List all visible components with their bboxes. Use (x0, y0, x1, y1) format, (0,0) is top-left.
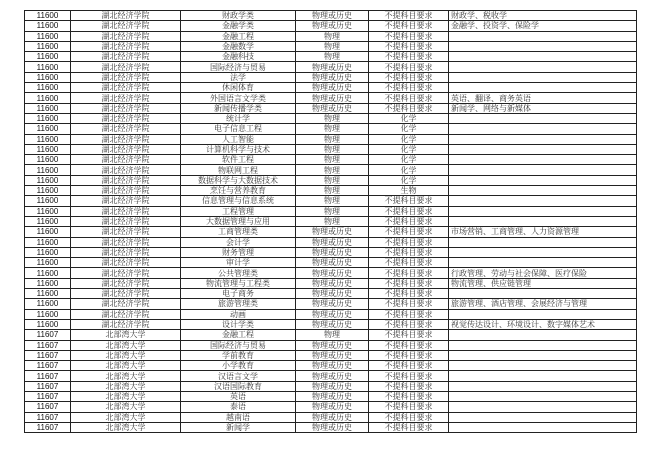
included-majors-cell (449, 381, 637, 391)
table-row (25, 103, 637, 113)
school-name-cell: 湖北经济学院 (71, 31, 181, 41)
table-row (25, 83, 637, 93)
school-code-cell: 11607 (25, 350, 71, 360)
table-row (25, 144, 637, 154)
school-name-cell: 湖北经济学院 (71, 289, 181, 299)
school-code-cell: 11607 (25, 402, 71, 412)
second-subject-cell: 化学 (369, 155, 449, 165)
included-majors-cell (449, 83, 637, 93)
school-code-cell: 11607 (25, 422, 71, 432)
school-name-cell: 北部湾大学 (71, 340, 181, 350)
table-row (25, 52, 637, 62)
included-majors-cell (449, 412, 637, 422)
school-name-cell: 湖北经济学院 (71, 52, 181, 62)
second-subject-cell: 不提科目要求 (369, 340, 449, 350)
major-name-cell: 大数据管理与应用 (181, 216, 296, 226)
school-code-cell: 11600 (25, 11, 71, 21)
school-name-cell: 北部湾大学 (71, 350, 181, 360)
second-subject-cell: 不提科目要求 (369, 402, 449, 412)
major-name-cell: 金融工程 (181, 330, 296, 340)
major-name-cell: 工商管理类 (181, 227, 296, 237)
second-subject-cell: 不提科目要求 (369, 361, 449, 371)
major-name-cell: 电子商务 (181, 289, 296, 299)
second-subject-cell: 化学 (369, 134, 449, 144)
first-subject-cell: 物理或历史 (296, 319, 369, 329)
table-row (25, 402, 637, 412)
school-code-cell: 11600 (25, 113, 71, 123)
major-name-cell: 汉语言文学 (181, 371, 296, 381)
major-name-cell: 烹饪与营养教育 (181, 186, 296, 196)
table-row (25, 268, 637, 278)
table-row (25, 247, 637, 257)
first-subject-cell: 物理 (296, 41, 369, 51)
major-name-cell: 金融学类 (181, 21, 296, 31)
first-subject-cell: 物理或历史 (296, 299, 369, 309)
second-subject-cell: 不提科目要求 (369, 11, 449, 21)
included-majors-cell: 财政学、税收学 (449, 11, 637, 21)
first-subject-cell: 物理或历史 (296, 361, 369, 371)
school-code-cell: 11600 (25, 83, 71, 93)
first-subject-cell: 物理或历史 (296, 21, 369, 31)
table-row (25, 299, 637, 309)
major-name-cell: 金融数学 (181, 41, 296, 51)
school-name-cell: 湖北经济学院 (71, 41, 181, 51)
table-row (25, 309, 637, 319)
first-subject-cell: 物理或历史 (296, 247, 369, 257)
included-majors-cell (449, 340, 637, 350)
included-majors-cell: 旅游管理、酒店管理、会展经济与管理 (449, 299, 637, 309)
major-name-cell: 小学教育 (181, 361, 296, 371)
school-name-cell: 湖北经济学院 (71, 103, 181, 113)
table-row (25, 350, 637, 360)
second-subject-cell: 不提科目要求 (369, 330, 449, 340)
major-name-cell: 休闲体育 (181, 83, 296, 93)
table-row (25, 422, 637, 432)
major-name-cell: 会计学 (181, 237, 296, 247)
table-row (25, 134, 637, 144)
included-majors-cell (449, 124, 637, 134)
first-subject-cell: 物理或历史 (296, 391, 369, 401)
school-name-cell: 湖北经济学院 (71, 134, 181, 144)
table-row (25, 289, 637, 299)
school-name-cell: 湖北经济学院 (71, 216, 181, 226)
school-name-cell: 湖北经济学院 (71, 83, 181, 93)
major-name-cell: 计算机科学与技术 (181, 144, 296, 154)
second-subject-cell: 不提科目要求 (369, 196, 449, 206)
admission-subject-table (24, 10, 637, 433)
second-subject-cell: 不提科目要求 (369, 289, 449, 299)
school-code-cell: 11600 (25, 103, 71, 113)
second-subject-cell: 不提科目要求 (369, 422, 449, 432)
major-name-cell: 软件工程 (181, 155, 296, 165)
included-majors-cell (449, 350, 637, 360)
school-name-cell: 北部湾大学 (71, 330, 181, 340)
school-code-cell: 11600 (25, 247, 71, 257)
second-subject-cell: 不提科目要求 (369, 309, 449, 319)
school-code-cell: 11600 (25, 227, 71, 237)
major-name-cell: 财务管理 (181, 247, 296, 257)
major-name-cell: 统计学 (181, 113, 296, 123)
first-subject-cell: 物理或历史 (296, 83, 369, 93)
first-subject-cell: 物理 (296, 144, 369, 154)
table-row (25, 196, 637, 206)
major-name-cell: 动画 (181, 309, 296, 319)
school-code-cell: 11600 (25, 134, 71, 144)
first-subject-cell: 物理 (296, 196, 369, 206)
second-subject-cell: 不提科目要求 (369, 52, 449, 62)
school-name-cell: 北部湾大学 (71, 412, 181, 422)
school-code-cell: 11600 (25, 237, 71, 247)
school-name-cell: 湖北经济学院 (71, 206, 181, 216)
included-majors-cell (449, 144, 637, 154)
second-subject-cell: 不提科目要求 (369, 72, 449, 82)
table-row (25, 186, 637, 196)
major-name-cell: 新闻传播学类 (181, 103, 296, 113)
table-row (25, 319, 637, 329)
major-name-cell: 公共管理类 (181, 268, 296, 278)
table-row (25, 278, 637, 288)
major-name-cell: 法学 (181, 72, 296, 82)
school-code-cell: 11607 (25, 391, 71, 401)
included-majors-cell (449, 391, 637, 401)
included-majors-cell (449, 52, 637, 62)
school-code-cell: 11600 (25, 278, 71, 288)
major-name-cell: 财政学类 (181, 11, 296, 21)
second-subject-cell: 不提科目要求 (369, 278, 449, 288)
first-subject-cell: 物理或历史 (296, 309, 369, 319)
second-subject-cell: 化学 (369, 165, 449, 175)
major-name-cell: 金融科技 (181, 52, 296, 62)
major-name-cell: 英语 (181, 391, 296, 401)
first-subject-cell: 物理或历史 (296, 350, 369, 360)
table-row (25, 11, 637, 21)
first-subject-cell: 物理或历史 (296, 62, 369, 72)
included-majors-cell (449, 258, 637, 268)
second-subject-cell: 不提科目要求 (369, 350, 449, 360)
school-code-cell: 11607 (25, 412, 71, 422)
included-majors-cell (449, 361, 637, 371)
major-name-cell: 国际经济与贸易 (181, 62, 296, 72)
second-subject-cell: 不提科目要求 (369, 371, 449, 381)
school-name-cell: 湖北经济学院 (71, 196, 181, 206)
school-code-cell: 11600 (25, 299, 71, 309)
included-majors-cell (449, 371, 637, 381)
school-name-cell: 北部湾大学 (71, 361, 181, 371)
second-subject-cell: 不提科目要求 (369, 206, 449, 216)
second-subject-cell: 不提科目要求 (369, 391, 449, 401)
second-subject-cell: 化学 (369, 124, 449, 134)
table-row (25, 93, 637, 103)
major-name-cell: 汉语国际教育 (181, 381, 296, 391)
second-subject-cell: 不提科目要求 (369, 247, 449, 257)
major-name-cell: 数据科学与大数据技术 (181, 175, 296, 185)
school-name-cell: 湖北经济学院 (71, 72, 181, 82)
major-name-cell: 国际经济与贸易 (181, 340, 296, 350)
school-code-cell: 11600 (25, 175, 71, 185)
first-subject-cell: 物理 (296, 31, 369, 41)
second-subject-cell: 不提科目要求 (369, 21, 449, 31)
first-subject-cell: 物理 (296, 186, 369, 196)
school-name-cell: 湖北经济学院 (71, 93, 181, 103)
second-subject-cell: 化学 (369, 175, 449, 185)
school-code-cell: 11600 (25, 186, 71, 196)
major-name-cell: 越南语 (181, 412, 296, 422)
table-row (25, 41, 637, 51)
included-majors-cell: 行政管理、劳动与社会保障、医疗保险 (449, 268, 637, 278)
first-subject-cell: 物理 (296, 134, 369, 144)
included-majors-cell: 市场营销、工商管理、人力资源管理 (449, 227, 637, 237)
major-name-cell: 泰语 (181, 402, 296, 412)
school-code-cell: 11600 (25, 268, 71, 278)
school-name-cell: 北部湾大学 (71, 381, 181, 391)
first-subject-cell: 物理 (296, 52, 369, 62)
major-name-cell: 新闻学 (181, 422, 296, 432)
school-name-cell: 湖北经济学院 (71, 155, 181, 165)
second-subject-cell: 不提科目要求 (369, 31, 449, 41)
school-name-cell: 北部湾大学 (71, 371, 181, 381)
major-name-cell: 信息管理与信息系统 (181, 196, 296, 206)
major-name-cell: 外国语言文学类 (181, 93, 296, 103)
school-name-cell: 湖北经济学院 (71, 258, 181, 268)
included-majors-cell (449, 422, 637, 432)
included-majors-cell (449, 113, 637, 123)
school-name-cell: 湖北经济学院 (71, 309, 181, 319)
table-row (25, 371, 637, 381)
school-code-cell: 11600 (25, 41, 71, 51)
table-row (25, 330, 637, 340)
second-subject-cell: 不提科目要求 (369, 41, 449, 51)
first-subject-cell: 物理或历史 (296, 340, 369, 350)
second-subject-cell: 不提科目要求 (369, 381, 449, 391)
second-subject-cell: 不提科目要求 (369, 93, 449, 103)
school-code-cell: 11607 (25, 381, 71, 391)
included-majors-cell (449, 289, 637, 299)
school-code-cell: 11600 (25, 289, 71, 299)
school-name-cell: 湖北经济学院 (71, 21, 181, 31)
major-name-cell: 电子信息工程 (181, 124, 296, 134)
first-subject-cell: 物理或历史 (296, 412, 369, 422)
school-name-cell: 湖北经济学院 (71, 124, 181, 134)
table-row (25, 21, 637, 31)
table-row (25, 155, 637, 165)
school-code-cell: 11600 (25, 206, 71, 216)
table-row (25, 175, 637, 185)
second-subject-cell: 化学 (369, 144, 449, 154)
table-row (25, 165, 637, 175)
first-subject-cell: 物理或历史 (296, 103, 369, 113)
school-name-cell: 湖北经济学院 (71, 237, 181, 247)
second-subject-cell: 不提科目要求 (369, 83, 449, 93)
first-subject-cell: 物理或历史 (296, 258, 369, 268)
school-name-cell: 湖北经济学院 (71, 62, 181, 72)
first-subject-cell: 物理 (296, 206, 369, 216)
school-name-cell: 湖北经济学院 (71, 144, 181, 154)
included-majors-cell: 英语、翻译、商务英语 (449, 93, 637, 103)
included-majors-cell (449, 237, 637, 247)
second-subject-cell: 化学 (369, 113, 449, 123)
school-code-cell: 11607 (25, 340, 71, 350)
included-majors-cell (449, 165, 637, 175)
included-majors-cell (449, 247, 637, 257)
school-name-cell: 湖北经济学院 (71, 247, 181, 257)
school-code-cell: 11600 (25, 319, 71, 329)
second-subject-cell: 不提科目要求 (369, 103, 449, 113)
school-name-cell: 湖北经济学院 (71, 299, 181, 309)
school-code-cell: 11600 (25, 216, 71, 226)
second-subject-cell: 不提科目要求 (369, 412, 449, 422)
second-subject-cell: 不提科目要求 (369, 268, 449, 278)
included-majors-cell (449, 330, 637, 340)
first-subject-cell: 物理 (296, 165, 369, 175)
major-name-cell: 物联网工程 (181, 165, 296, 175)
first-subject-cell: 物理或历史 (296, 289, 369, 299)
first-subject-cell: 物理或历史 (296, 237, 369, 247)
table-row (25, 412, 637, 422)
school-code-cell: 11600 (25, 196, 71, 206)
major-name-cell: 物流管理与工程类 (181, 278, 296, 288)
school-code-cell: 11600 (25, 31, 71, 41)
first-subject-cell: 物理或历史 (296, 93, 369, 103)
table-row (25, 62, 637, 72)
table-row (25, 113, 637, 123)
included-majors-cell (449, 309, 637, 319)
school-code-cell: 11607 (25, 361, 71, 371)
school-name-cell: 北部湾大学 (71, 402, 181, 412)
included-majors-cell (449, 175, 637, 185)
school-name-cell: 湖北经济学院 (71, 186, 181, 196)
second-subject-cell: 不提科目要求 (369, 227, 449, 237)
school-code-cell: 11600 (25, 155, 71, 165)
major-name-cell: 工程管理 (181, 206, 296, 216)
table-row (25, 124, 637, 134)
school-code-cell: 11600 (25, 52, 71, 62)
included-majors-cell (449, 402, 637, 412)
first-subject-cell: 物理或历史 (296, 11, 369, 21)
second-subject-cell: 不提科目要求 (369, 299, 449, 309)
included-majors-cell: 视觉传达设计、环境设计、数字媒体艺术 (449, 319, 637, 329)
table-row (25, 258, 637, 268)
included-majors-cell (449, 134, 637, 144)
included-majors-cell (449, 206, 637, 216)
school-code-cell: 11600 (25, 258, 71, 268)
school-code-cell: 11600 (25, 62, 71, 72)
included-majors-cell (449, 41, 637, 51)
school-name-cell: 湖北经济学院 (71, 319, 181, 329)
second-subject-cell: 不提科目要求 (369, 319, 449, 329)
table-row (25, 216, 637, 226)
included-majors-cell (449, 216, 637, 226)
first-subject-cell: 物理 (296, 155, 369, 165)
included-majors-cell: 新闻学、网络与新媒体 (449, 103, 637, 113)
table-row (25, 227, 637, 237)
second-subject-cell: 不提科目要求 (369, 216, 449, 226)
major-name-cell: 人工智能 (181, 134, 296, 144)
first-subject-cell: 物理 (296, 216, 369, 226)
table-row (25, 237, 637, 247)
included-majors-cell (449, 155, 637, 165)
first-subject-cell: 物理 (296, 124, 369, 134)
included-majors-cell (449, 31, 637, 41)
school-code-cell: 11600 (25, 165, 71, 175)
table-row (25, 391, 637, 401)
first-subject-cell: 物理或历史 (296, 72, 369, 82)
first-subject-cell: 物理或历史 (296, 381, 369, 391)
school-code-cell: 11607 (25, 330, 71, 340)
table-row (25, 206, 637, 216)
school-name-cell: 湖北经济学院 (71, 227, 181, 237)
school-name-cell: 湖北经济学院 (71, 165, 181, 175)
first-subject-cell: 物理或历史 (296, 422, 369, 432)
second-subject-cell: 不提科目要求 (369, 258, 449, 268)
table-row (25, 72, 637, 82)
second-subject-cell: 不提科目要求 (369, 62, 449, 72)
included-majors-cell (449, 186, 637, 196)
first-subject-cell: 物理或历史 (296, 278, 369, 288)
major-name-cell: 审计学 (181, 258, 296, 268)
school-name-cell: 湖北经济学院 (71, 268, 181, 278)
included-majors-cell (449, 196, 637, 206)
second-subject-cell: 生物 (369, 186, 449, 196)
table-row (25, 31, 637, 41)
school-code-cell: 11600 (25, 21, 71, 31)
school-code-cell: 11600 (25, 72, 71, 82)
major-name-cell: 旅游管理类 (181, 299, 296, 309)
school-code-cell: 11600 (25, 309, 71, 319)
school-name-cell: 湖北经济学院 (71, 175, 181, 185)
school-name-cell: 湖北经济学院 (71, 11, 181, 21)
school-code-cell: 11600 (25, 93, 71, 103)
school-name-cell: 北部湾大学 (71, 422, 181, 432)
included-majors-cell (449, 72, 637, 82)
first-subject-cell: 物理 (296, 175, 369, 185)
included-majors-cell: 金融学、投资学、保险学 (449, 21, 637, 31)
table-row (25, 381, 637, 391)
first-subject-cell: 物理或历史 (296, 402, 369, 412)
first-subject-cell: 物理或历史 (296, 227, 369, 237)
school-name-cell: 湖北经济学院 (71, 278, 181, 288)
school-code-cell: 11607 (25, 371, 71, 381)
school-code-cell: 11600 (25, 144, 71, 154)
school-code-cell: 11600 (25, 124, 71, 134)
first-subject-cell: 物理 (296, 113, 369, 123)
second-subject-cell: 不提科目要求 (369, 237, 449, 247)
first-subject-cell: 物理 (296, 330, 369, 340)
first-subject-cell: 物理或历史 (296, 268, 369, 278)
major-name-cell: 设计学类 (181, 319, 296, 329)
table-row (25, 340, 637, 350)
included-majors-cell: 物流管理、供应链管理 (449, 278, 637, 288)
school-name-cell: 湖北经济学院 (71, 113, 181, 123)
included-majors-cell (449, 62, 637, 72)
school-name-cell: 北部湾大学 (71, 391, 181, 401)
table-row (25, 361, 637, 371)
first-subject-cell: 物理或历史 (296, 371, 369, 381)
major-name-cell: 金融工程 (181, 31, 296, 41)
major-name-cell: 学前教育 (181, 350, 296, 360)
